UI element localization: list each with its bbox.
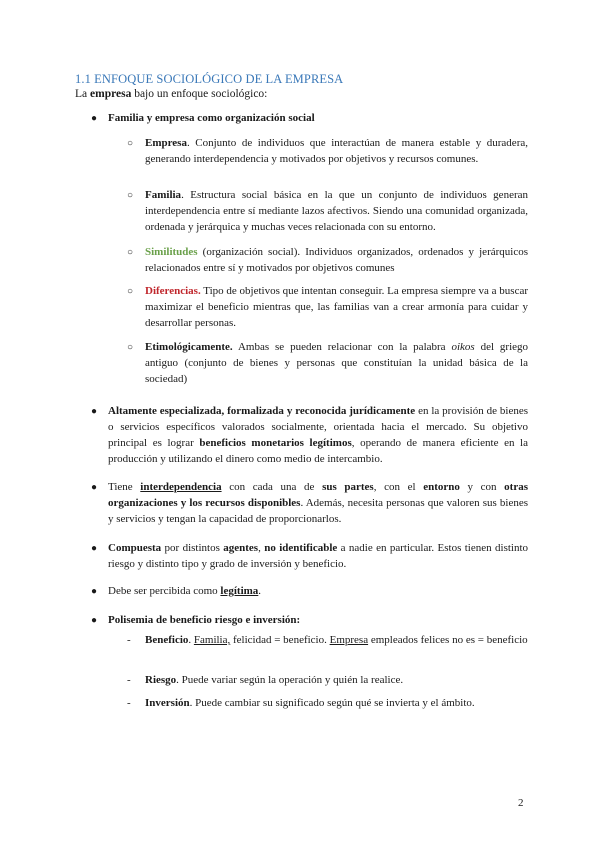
- circle-bullet-icon: ○: [127, 138, 134, 149]
- s3-t4: y con: [459, 481, 505, 493]
- s3-b4: otras organizaciones y los recursos disponibles: [108, 481, 528, 509]
- text-similitudes: (organización social). Individuos organizados, ordenados y jerárquicos relacionados entre sí y motivados por objetivos comunes: [145, 246, 528, 274]
- b-t1: .: [188, 634, 194, 646]
- section-heading: 1.1 ENFOQUE SOCIOLÓGICO DE LA EMPRESA: [75, 72, 344, 86]
- s5-b1: legítima: [220, 585, 259, 597]
- s4-t1: por distintos: [161, 542, 224, 554]
- term-diferencias: Diferencias.: [145, 285, 201, 297]
- term-beneficio: Beneficio: [145, 634, 189, 646]
- s3-t3: , con el: [373, 481, 424, 493]
- b-u2: Empresa: [329, 634, 369, 646]
- intro-pre: La: [75, 88, 91, 100]
- item-etimologicamente: [145, 339, 528, 387]
- s4-t3: a nadie en particular. Estos tienen distinto riesgo y distinto tipo y grado de inversión y beneficio.: [108, 542, 529, 570]
- text-empresa: . Conjunto de individuos que interactúan de manera estable y duradera, generando interdependencia y motivados por objetivos y recursos comunes.: [145, 137, 528, 165]
- section2-text2: , operando de manera eficiente en la producción y utilizando el dinero como medio de intercambio.: [108, 437, 528, 465]
- i-t1: . Puede cambiar su significado según qué se invierta y el ámbito.: [189, 697, 475, 709]
- s4-b3: no identificable: [264, 542, 338, 554]
- s6-title-text: Polisemia de beneficio riesgo e inversión:: [108, 614, 301, 626]
- dash-bullet-icon: -: [127, 634, 131, 646]
- s3-t5: . Además, necesita personas que valoren sus bienes y servicios y tengan la capacidad de proporcionarlos.: [108, 497, 528, 525]
- term-similitudes: Similitudes: [145, 246, 198, 258]
- r-t1: . Puede variar según la operación y quién la realice.: [176, 674, 404, 686]
- term-inversion: Inversión: [145, 697, 190, 709]
- item-similitudes: [145, 244, 528, 276]
- text-diferencias: Tipo de objetivos que intentan conseguir. La empresa siempre va a buscar maximizar el beneficio mientras que, las familias van a crear armonía para cuidar y desarrollar personas.: [145, 285, 528, 329]
- s5-t1: Debe ser percibida como: [108, 585, 221, 597]
- s3-b2: sus partes: [322, 481, 374, 493]
- bullet-icon: ●: [91, 482, 98, 493]
- term-empresa: Empresa: [145, 137, 187, 149]
- intro-line: [75, 88, 267, 100]
- section1-title-text: Familia y empresa como organización social: [108, 112, 315, 124]
- item-diferencias: [145, 283, 528, 331]
- circle-bullet-icon: ○: [127, 342, 134, 353]
- s3-b3: entorno: [423, 481, 460, 493]
- intro-post: bajo un enfoque sociológico:: [131, 88, 268, 100]
- s3-b1: interdependencia: [140, 481, 222, 493]
- bullet-icon: ●: [91, 543, 98, 554]
- term-etimologicamente: Etimológicamente.: [145, 341, 233, 353]
- section2-bold2: beneficios monetarios legítimos: [199, 437, 352, 449]
- section2-text1: en la provisión de bienes o servicios específicos valorados socialmente, orientada hacia el mercado. Su objetivo principal es lograr: [108, 405, 528, 449]
- circle-bullet-icon: ○: [127, 190, 134, 201]
- bullet-icon: ●: [91, 586, 98, 597]
- bullet-icon: ●: [91, 615, 98, 626]
- term-riesgo: Riesgo: [145, 674, 177, 686]
- s5-t2: .: [258, 585, 262, 597]
- s3-t2: con cada una de: [221, 481, 323, 493]
- text-familia: . Estructura social básica en la que un conjunto de individuos generan interdependencia entre sí mediante lazos afectivos. Siendo una comunidad organizada, ordenada y jerárquica y muchas veces relacionada con su entorno.: [145, 189, 528, 233]
- s4-b2: agentes: [223, 542, 259, 554]
- item-empresa: [145, 135, 528, 167]
- item-inversion: [145, 695, 528, 711]
- section4-paragraph: [108, 540, 528, 572]
- page-number: 2: [518, 797, 524, 809]
- section2-paragraph: [108, 403, 528, 467]
- section3-paragraph: [108, 479, 528, 527]
- bullet-icon: ●: [91, 406, 98, 417]
- s3-t1: Tiene: [108, 481, 141, 493]
- b-t2: felicidad = beneficio.: [230, 634, 330, 646]
- section5-paragraph: [108, 583, 528, 599]
- circle-bullet-icon: ○: [127, 247, 134, 258]
- text-etimologicamente-pre: Ambas se pueden relacionar con la palabra: [232, 341, 452, 353]
- section1-title: [108, 110, 528, 126]
- b-u1: Familia,: [193, 634, 231, 646]
- s4-t2: ,: [258, 542, 265, 554]
- text-oikos: oikos: [451, 341, 475, 353]
- item-familia: [145, 187, 528, 235]
- item-beneficio: [145, 632, 528, 648]
- dash-bullet-icon: -: [127, 697, 131, 709]
- bullet-icon: ●: [91, 113, 98, 124]
- s4-b1: Compuesta: [108, 542, 162, 554]
- circle-bullet-icon: ○: [127, 286, 134, 297]
- item-riesgo: [145, 672, 528, 688]
- text-etimologicamente-post: del griego antiguo (conjunto de bienes y personas que constituían la unidad básica de la sociedad): [145, 341, 529, 385]
- b-t3: empleados felices no es = beneficio: [368, 634, 528, 646]
- term-familia: Familia: [145, 189, 182, 201]
- section6-title: [108, 612, 528, 628]
- section2-bold: Altamente especializada, formalizada y reconocida jurídicamente: [108, 405, 416, 417]
- dash-bullet-icon: -: [127, 674, 131, 686]
- intro-bold: empresa: [90, 88, 132, 100]
